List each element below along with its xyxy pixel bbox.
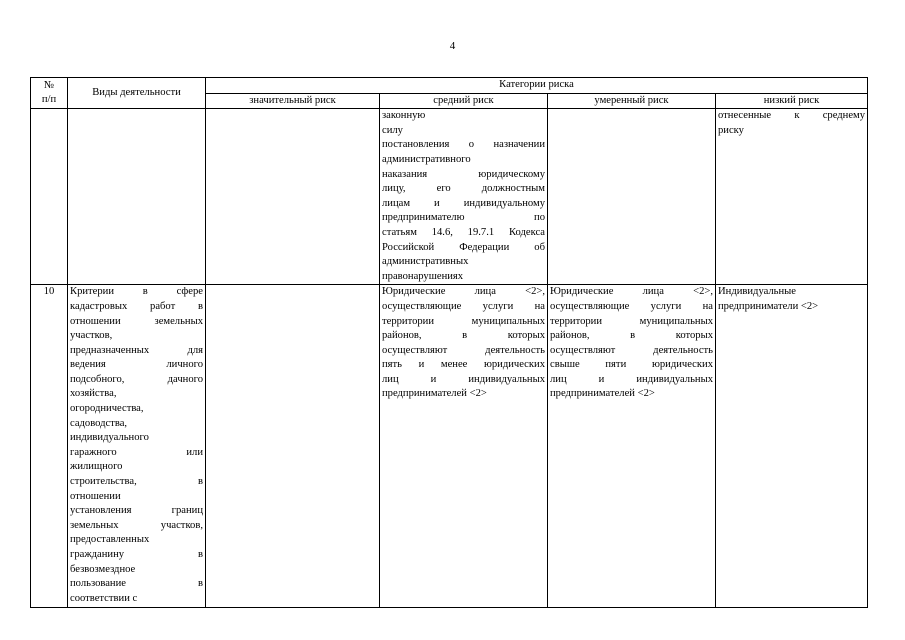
cell-line: соответствии с xyxy=(70,592,138,604)
cell-line: отнесенные к среднему xyxy=(718,110,866,122)
cell-line: лицам и индивидуальному xyxy=(382,197,545,209)
cell-line: подсобного, дачного xyxy=(70,373,203,385)
table-row xyxy=(31,109,868,285)
cell-line: территории муниципальных xyxy=(382,315,545,327)
header-significant-risk: значительный риск xyxy=(206,93,380,109)
header-number-line2: п/п xyxy=(41,94,57,106)
cell-line: гражданину в xyxy=(70,549,203,560)
cell-line: лиц и индивидуальных xyxy=(382,373,545,385)
cell-line: ведения личного xyxy=(70,359,203,371)
cell-medium-risk xyxy=(380,109,548,285)
cell-line: статьям 14.6, 19.7.1 Кодекса xyxy=(382,226,545,238)
table-body xyxy=(31,109,868,608)
header-number xyxy=(31,78,68,109)
cell-activity xyxy=(68,285,206,608)
cell-line: Юридические лица <2>, xyxy=(550,286,713,298)
cell-line: отношении земельных xyxy=(70,315,203,327)
cell-line: предприниматели <2> xyxy=(718,300,819,312)
cell-line: районов, в которых xyxy=(382,330,545,342)
cell-line: осуществляют деятельность xyxy=(550,344,713,356)
cell-low-risk xyxy=(716,109,868,285)
cell-line: свыше пяти юридических xyxy=(550,359,713,371)
cell-line: осуществляющие услуги на xyxy=(550,300,713,312)
cell-line: районов, в которых xyxy=(550,330,713,342)
cell-line: лиц и индивидуальных xyxy=(550,373,713,385)
cell-line: хозяйства, xyxy=(70,388,117,400)
cell-line: гаражного или xyxy=(70,446,203,458)
cell-line: предпринимателей <2> xyxy=(550,388,655,400)
cell-line: пользование в xyxy=(70,578,203,590)
cell-line: Юридические лица <2>, xyxy=(382,286,545,298)
cell-line: садоводства, xyxy=(70,417,128,429)
header-risk-categories: Категории риска xyxy=(206,78,868,94)
cell-line: строительства, в xyxy=(70,476,203,488)
cell-line: пять и менее юридических xyxy=(382,359,545,371)
cell-line: установления границ xyxy=(70,505,203,517)
cell-line: правонарушениях xyxy=(382,270,464,282)
cell-significant-risk xyxy=(206,285,380,608)
row-number: 10 xyxy=(31,285,68,608)
cell-line: участков, xyxy=(70,330,113,342)
cell-line: предпринимателей <2> xyxy=(382,388,487,400)
cell-significant-risk xyxy=(206,109,380,285)
cell-line: предоставленных xyxy=(70,534,150,546)
header-medium-risk: средний риск xyxy=(380,93,548,109)
header-moderate-risk: умеренный риск xyxy=(548,93,716,109)
header-number-line1: № xyxy=(43,79,55,91)
cell-line: осуществляющие услуги на xyxy=(382,300,545,312)
cell-moderate-risk xyxy=(548,109,716,285)
cell-line: земельных участков, xyxy=(70,519,203,531)
cell-activity xyxy=(68,109,206,285)
cell-line: осуществляют деятельность xyxy=(382,344,545,356)
cell-line: силу xyxy=(382,124,403,136)
cell-line: административного xyxy=(382,153,471,165)
cell-line: жилищного xyxy=(70,461,123,473)
page-number: 4 xyxy=(449,40,456,52)
cell-line: законную xyxy=(382,110,426,122)
table-row xyxy=(31,285,868,608)
header-low-risk: низкий риск xyxy=(716,93,868,109)
cell-line: предназначенных для xyxy=(70,344,203,356)
cell-line: предпринимателю по xyxy=(382,212,545,224)
cell-line: отношении xyxy=(70,490,121,502)
cell-line: Индивидуальные xyxy=(718,286,796,298)
cell-line: индивидуального xyxy=(70,432,149,444)
row-number xyxy=(31,109,68,285)
header-activity: Виды деятельности xyxy=(68,78,206,109)
cell-line: территории муниципальных xyxy=(550,315,713,327)
cell-line: безвозмездное xyxy=(70,563,136,575)
cell-line: кадастровых работ в xyxy=(70,300,203,312)
cell-medium-risk xyxy=(380,285,548,608)
cell-low-risk xyxy=(716,285,868,608)
cell-line: административных xyxy=(382,256,469,268)
cell-line: Критерии в сфере xyxy=(70,286,203,298)
cell-line: лицу, его должностным xyxy=(382,183,545,195)
cell-line: огородничества, xyxy=(70,403,144,415)
cell-line: наказания юридическому xyxy=(382,168,545,180)
cell-line: постановления о назначении xyxy=(382,139,545,151)
cell-line: риску xyxy=(718,124,744,136)
cell-line: Российской Федерации об xyxy=(382,241,545,253)
header-row-1 xyxy=(31,78,868,94)
cell-moderate-risk xyxy=(548,285,716,608)
risk-categories-table xyxy=(30,77,868,608)
